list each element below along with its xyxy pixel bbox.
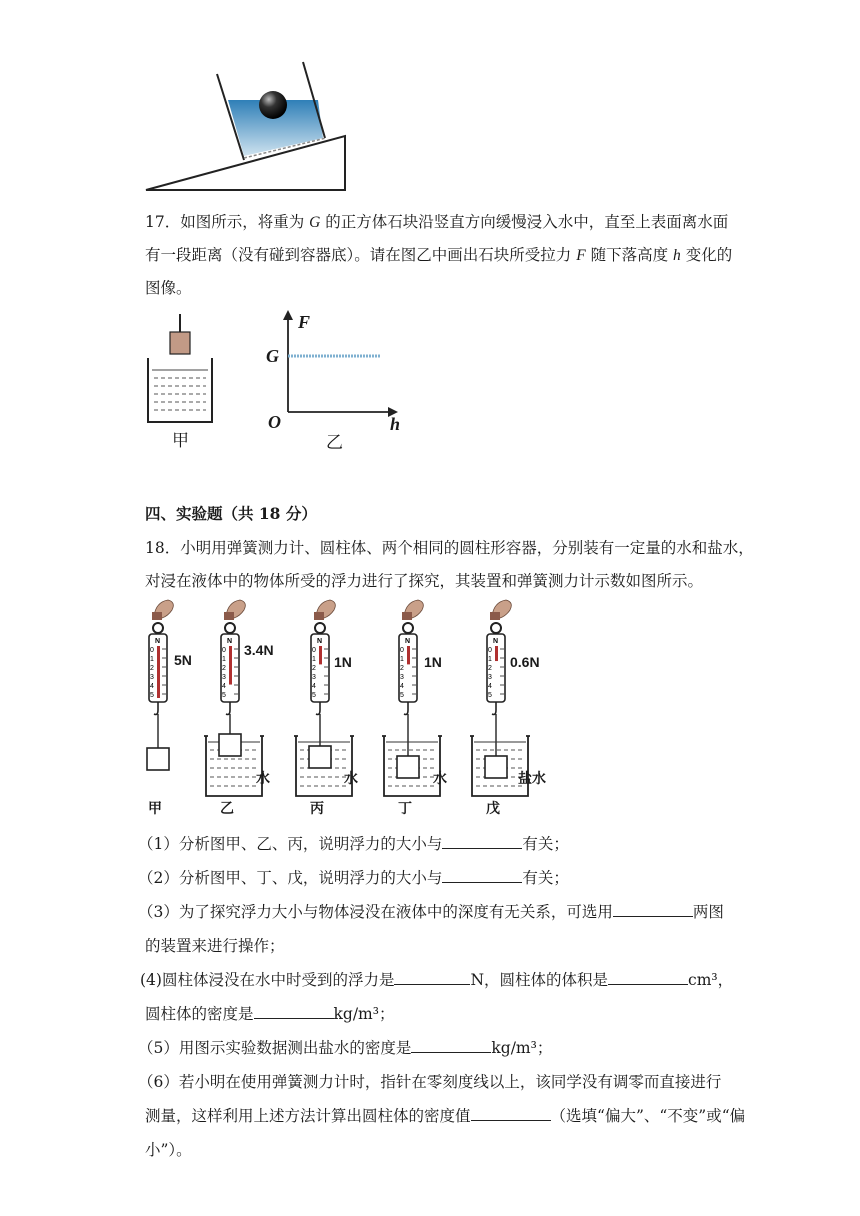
q17-fig-jia — [140, 312, 220, 427]
sub-q3-line2: 的装置来进行操作； — [145, 937, 285, 955]
spring-bar — [319, 646, 322, 664]
scale-number: 4 — [400, 683, 404, 690]
hand-sleeve — [314, 612, 324, 620]
scale-number: 5 — [150, 692, 154, 699]
spring-bar — [407, 646, 410, 664]
liquid-ding: 水 — [433, 771, 447, 787]
scale-unit: N — [227, 638, 233, 645]
scale-number: 5 — [400, 692, 404, 699]
scale-number: 4 — [488, 683, 492, 690]
blank-5[interactable] — [411, 1038, 491, 1053]
blank-4b[interactable] — [608, 970, 688, 985]
hand-sleeve — [402, 612, 412, 620]
cylinder-block — [147, 748, 169, 770]
scale-number: 2 — [312, 665, 316, 672]
sub-q6-line3: 小”）。 — [145, 1141, 192, 1159]
scale-number: 0 — [150, 647, 154, 654]
scale-ring — [225, 623, 235, 633]
scale-unit: N — [317, 638, 323, 645]
scale-number: 1 — [400, 656, 404, 663]
scale-number: 2 — [400, 665, 404, 672]
blank-4c[interactable] — [254, 1004, 334, 1019]
scale-number: 4 — [150, 683, 154, 690]
stone-block — [170, 332, 190, 354]
scale-number: 4 — [222, 683, 226, 690]
spring-bar — [495, 646, 498, 661]
q17-line3: 图像。 — [145, 279, 192, 297]
scale-number: 5 — [312, 692, 316, 699]
blank-3[interactable] — [613, 902, 693, 917]
hand-sleeve — [490, 612, 500, 620]
scale-unit: N — [493, 638, 499, 645]
scale-number: 1 — [222, 656, 226, 663]
cylinder-block — [219, 734, 241, 756]
sub-q2: （2）分析图甲、丁、戊，说明浮力的大小与 有关； — [138, 869, 569, 887]
spring-bar — [157, 646, 160, 698]
axis-label-F: F — [298, 312, 311, 332]
hook — [226, 702, 230, 715]
incline-figure — [140, 60, 360, 195]
sub-q6-line1: （6）若小明在使用弹簧测力计时，指针在零刻度线以上，该同学没有调零而直接进行 — [138, 1073, 722, 1091]
spring-scale-figures — [140, 598, 580, 798]
liquid-bing: 水 — [344, 771, 358, 787]
sub-q6-line2: 测量，这样利用上述方法计算出圆柱体的密度值 （选填“偏大”、“不变”或“偏 — [145, 1107, 746, 1125]
blank-4a[interactable] — [394, 970, 470, 985]
axis-label-G: G — [266, 346, 279, 366]
fig-label-jia: 甲 — [148, 801, 162, 817]
scale-number: 4 — [312, 683, 316, 690]
scale-number: 2 — [222, 665, 226, 672]
scale-number: 3 — [150, 674, 154, 681]
blank-1[interactable] — [442, 834, 522, 849]
scale-number: 1 — [488, 656, 492, 663]
reading-yi: 3.4N — [244, 642, 274, 658]
fig-label-bing: 丙 — [310, 801, 324, 817]
scale-number: 0 — [400, 647, 404, 654]
scale-number: 3 — [488, 674, 492, 681]
hook — [154, 702, 158, 715]
scale-number: 0 — [222, 647, 226, 654]
reading-ding: 1N — [424, 654, 442, 670]
q17-label-jia: 甲 — [172, 431, 189, 451]
hook — [316, 702, 320, 715]
scale-ring — [315, 623, 325, 633]
ball — [259, 91, 287, 119]
sub-q3-line1: （3）为了探究浮力大小与物体浸没在液体中的深度有无关系，可选用 两图 — [138, 903, 724, 921]
scale-number: 2 — [150, 665, 154, 672]
sub-q5: （5）用图示实验数据测出盐水的密度是 kg/m³； — [138, 1039, 553, 1057]
liquid-wu: 盐水 — [518, 771, 546, 787]
scale-number: 2 — [488, 665, 492, 672]
sub-q4-line1: (4)圆柱体浸没在水中时受到的浮力是 N，圆柱体的体积是 cm³， — [140, 971, 734, 989]
scale-number: 3 — [400, 674, 404, 681]
spring-bar — [229, 646, 232, 685]
scale-number: 1 — [312, 656, 316, 663]
scale-number: 5 — [222, 692, 226, 699]
section-title: 四、实验题（共 18 分） — [145, 504, 317, 523]
fig-label-yi: 乙 — [220, 801, 234, 817]
q17-line2: 有一段距离（没有碰到容器底）。请在图乙中画出石块所受拉力 F 随下落高度 h 变化的 — [145, 246, 733, 264]
blank-6[interactable] — [471, 1106, 551, 1121]
q17-line1: 17．如图所示，将重为 G 的正方体石块沿竖直方向缓慢浸入水中，直至上表面离水面 — [145, 213, 729, 231]
scale-number: 0 — [488, 647, 492, 654]
cylinder-block — [397, 756, 419, 778]
fig-label-wu: 戊 — [486, 801, 500, 817]
blank-2[interactable] — [442, 868, 522, 883]
scale-ring — [153, 623, 163, 633]
q18-line2: 对浸在液体中的物体所受的浮力进行了探究，其装置和弹簧测力计示数如图所示。 — [145, 572, 704, 590]
q18-line1: 18．小明用弹簧测力计、圆柱体、两个相同的圆柱形容器，分别装有一定量的水和盐水， — [145, 539, 754, 557]
scale-unit: N — [405, 638, 411, 645]
reading-wu: 0.6N — [510, 654, 540, 670]
q17-label-yi: 乙 — [326, 433, 343, 453]
cylinder-block — [309, 746, 331, 768]
axis-label-h: h — [390, 414, 401, 434]
sub-q4-line2: 圆柱体的密度是 kg/m³； — [145, 1005, 395, 1023]
hand-sleeve — [152, 612, 162, 620]
liquid-yi: 水 — [256, 771, 270, 787]
scale-ring — [403, 623, 413, 633]
axis-label-O: O — [268, 412, 281, 432]
hand-sleeve — [224, 612, 234, 620]
reading-bing: 1N — [334, 654, 352, 670]
scale-number: 3 — [312, 674, 316, 681]
scale-number: 5 — [488, 692, 492, 699]
scale-number: 0 — [312, 647, 316, 654]
sub-q1: （1）分析图甲、乙、丙，说明浮力的大小与 有关； — [138, 835, 569, 853]
scale-unit: N — [155, 638, 161, 645]
hook — [492, 702, 496, 715]
scale-number: 1 — [150, 656, 154, 663]
scale-ring — [491, 623, 501, 633]
fig-label-ding: 丁 — [398, 801, 412, 817]
cylinder-block — [485, 756, 507, 778]
scale-number: 3 — [222, 674, 226, 681]
hook — [404, 702, 408, 715]
reading-jia: 5N — [174, 652, 192, 668]
